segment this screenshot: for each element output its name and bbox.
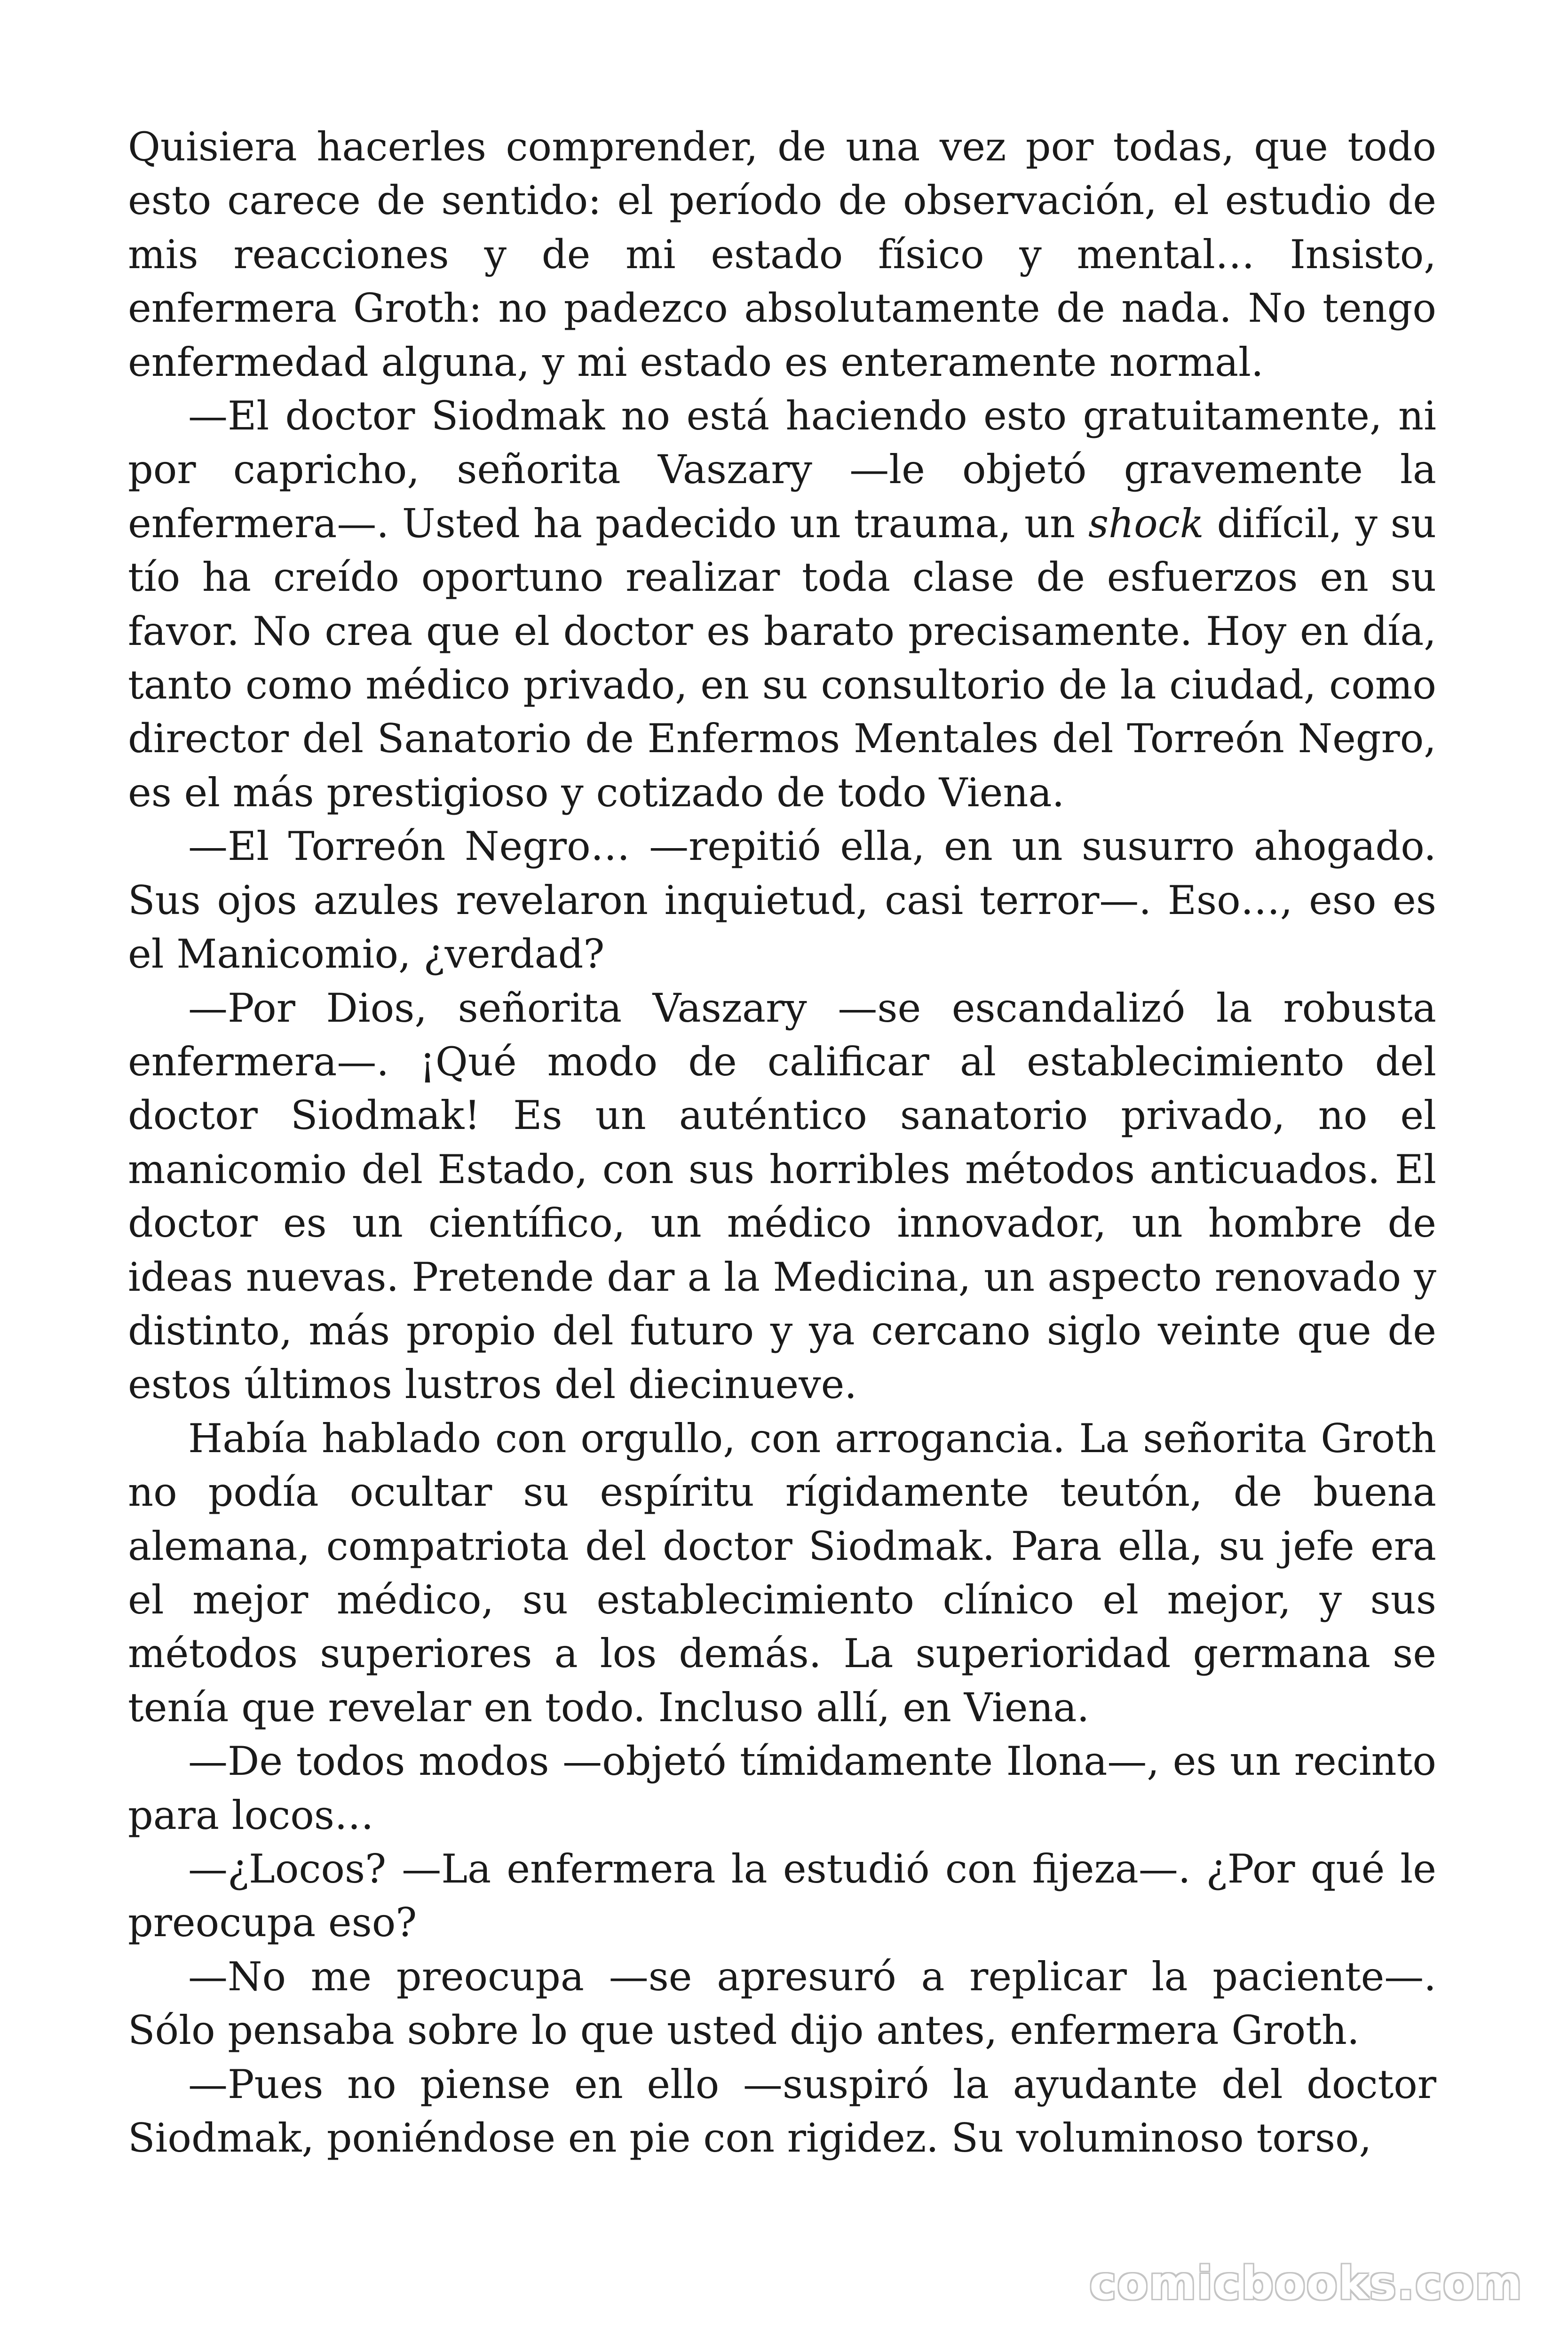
paragraph-text: Quisiera hacerles comprender, de una vez por todas, que todo esto carece de sentido: el período de observación, el estudio de mis reacciones y de mi estado físico y mental… Insisto, enfermera Groth: no padezco absolutamente de nada. No tengo enfermedad alguna, y mi estado es enteramente normal.: [128, 124, 1436, 385]
paragraph: [128, 1412, 1436, 1734]
paragraph-text: —Pues no piense en ello —suspiró la ayudante del doctor Siodmak, poniéndose en pie con rigidez. Su voluminoso torso,: [128, 2061, 1436, 2161]
paragraph-text: —El doctor Siodmak no está haciendo esto gratuitamente, ni por capricho, señorita Vaszary —le objetó gravemente la enfermera—. Usted ha padecido un trauma, un: [128, 393, 1436, 547]
watermark: comicbooks.com: [1089, 2257, 1523, 2310]
paragraph-text: —De todos modos —objetó tímidamente Ilona—, es un recinto para locos…: [128, 1738, 1436, 1838]
paragraph: [128, 819, 1436, 981]
paragraph: [128, 389, 1436, 819]
paragraph: [128, 120, 1436, 389]
italic-word: shock: [1088, 500, 1204, 547]
paragraph: [128, 1842, 1436, 1950]
paragraph: [128, 1734, 1436, 1842]
paragraph-text: —No me preocupa —se apresuró a replicar la paciente—. Sólo pensaba sobre lo que usted dijo antes, enfermera Groth.: [128, 1953, 1436, 2054]
paragraph: [128, 2058, 1436, 2165]
paragraph-text: —¿Locos? —La enfermera la estudió con fijeza—. ¿Por qué le preocupa eso?: [128, 1846, 1436, 1946]
paragraph-text: Había hablado con orgullo, con arrogancia. La señorita Groth no podía ocultar su espíritu rígidamente teutón, de buena alemana, compatriota del doctor Siodmak. Para ella, su jefe era el mejor médico, su establecimiento clínico el mejor, y sus métodos superiores a los demás. La superioridad germana se tenía que revelar en todo. Incluso allí, en Viena.: [128, 1415, 1436, 1731]
paragraph: [128, 981, 1436, 1412]
paragraph: [128, 1950, 1436, 2058]
paragraph-text: —El Torreón Negro… —repitió ella, en un susurro ahogado. Sus ojos azules revelaron inquietud, casi terror—. Eso…, eso es el Manicomio, ¿verdad?: [128, 823, 1436, 977]
paragraph-text: difícil, y su tío ha creído oportuno realizar toda clase de esfuerzos en su favor. No crea que el doctor es barato precisamente. Hoy en día, tanto como médico privado, en su consultorio de la ciudad, como director del Sanatorio de Enfermos Mentales del Torreón Negro, es el más prestigioso y cotizado de todo Viena.: [128, 500, 1436, 816]
body-text: [128, 120, 1436, 2165]
paragraph-text: —Por Dios, señorita Vaszary —se escandalizó la robusta enfermera—. ¡Qué modo de calificar al establecimiento del doctor Siodmak! Es un auténtico sanatorio privado, no el manicomio del Estado, con sus horribles métodos anticuados. El doctor es un científico, un médico innovador, un hombre de ideas nuevas. Pretende dar a la Medicina, un aspecto renovado y distinto, más propio del futuro y ya cercano siglo veinte que de estos últimos lustros del diecinueve.: [128, 985, 1436, 1408]
